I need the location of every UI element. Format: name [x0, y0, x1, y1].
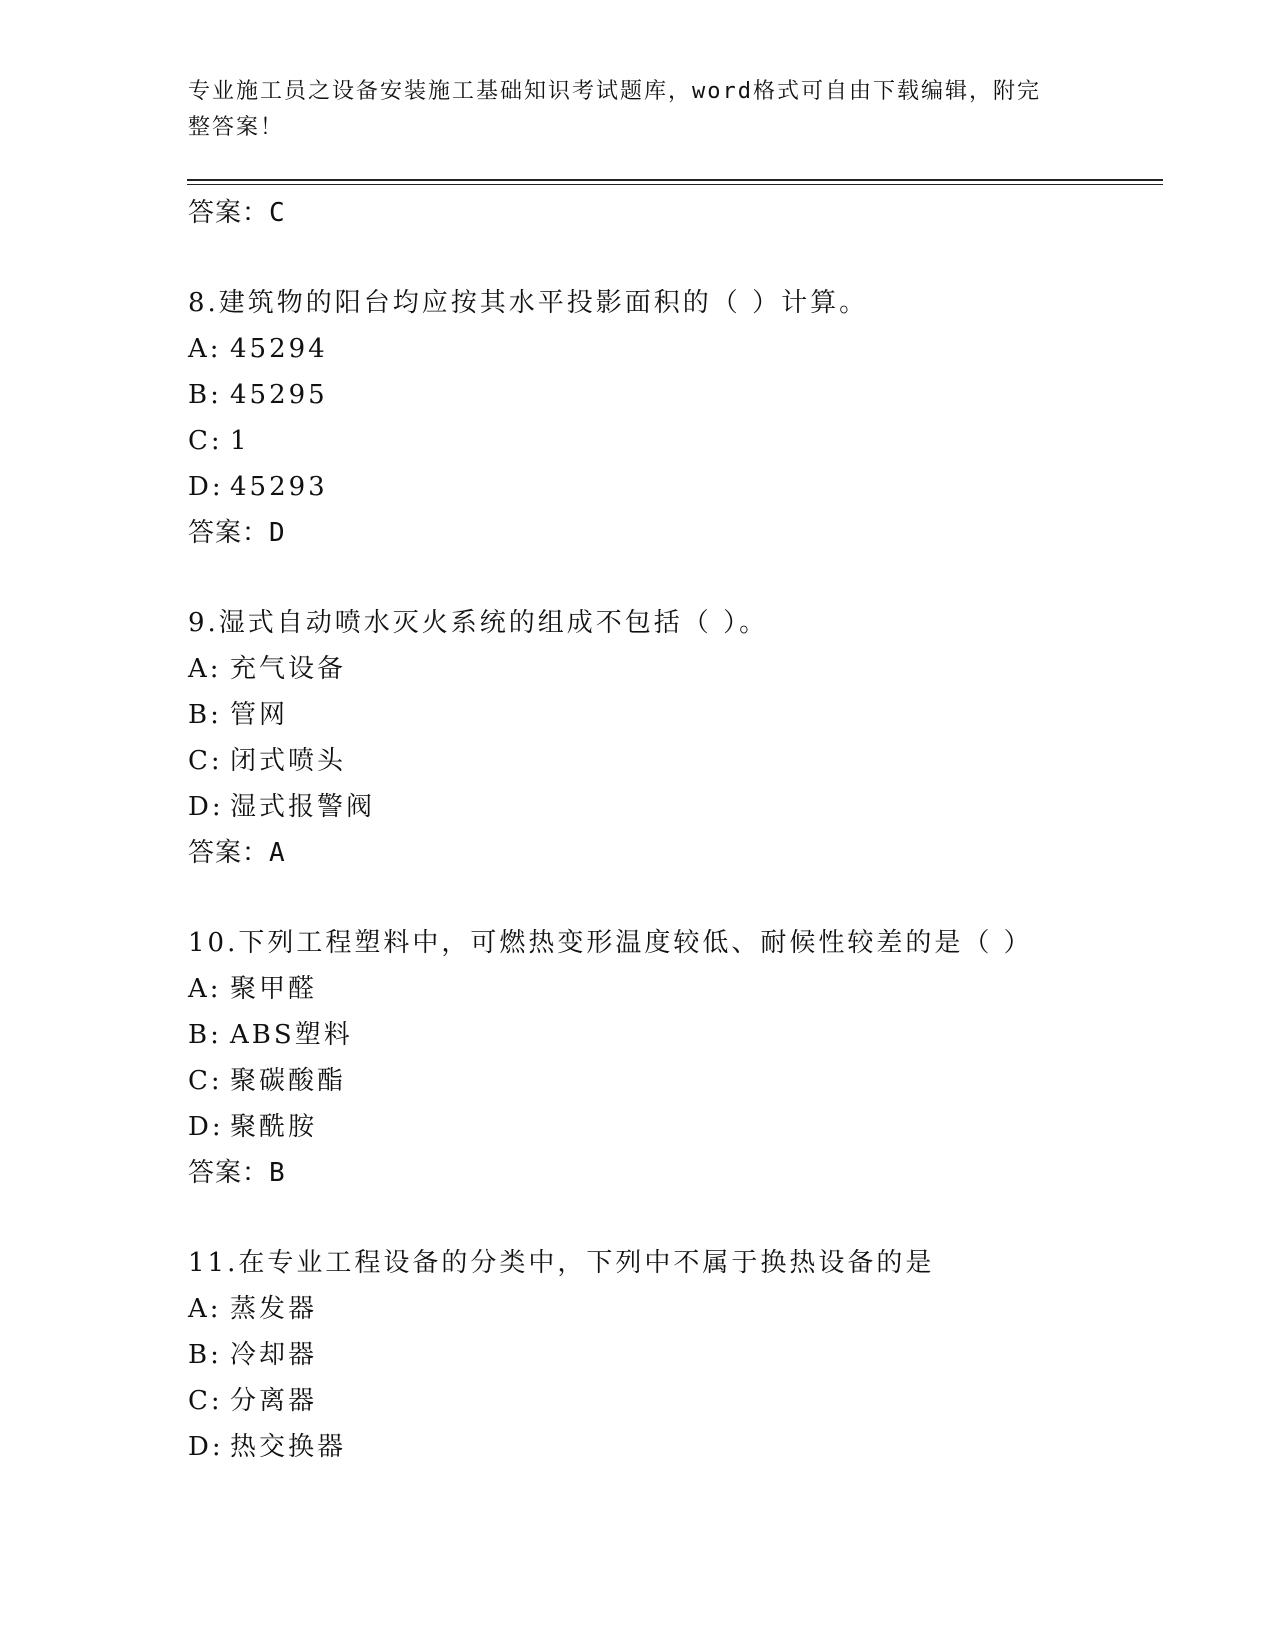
- option-key: A:: [188, 1294, 222, 1324]
- option-c: [188, 418, 1188, 464]
- option-key: B:: [188, 1020, 222, 1050]
- question-9: [188, 600, 1188, 876]
- option-a: [188, 966, 1188, 1012]
- question-10: [188, 920, 1188, 1196]
- option-text: 45293: [230, 472, 328, 502]
- option-b: [188, 692, 1188, 738]
- option-key: C:: [188, 1386, 223, 1416]
- option-a: [188, 646, 1188, 692]
- header-line-1: 专业施工员之设备安装施工基础知识考试题库，word格式可自由下载编辑，附完: [188, 79, 1041, 104]
- document-header: [188, 74, 1088, 146]
- option-text: 45294: [230, 334, 328, 364]
- question-stem: 11.在专业工程设备的分类中，下列中不属于换热设备的是: [188, 1248, 935, 1278]
- option-c: [188, 1058, 1188, 1104]
- option-a: [188, 1286, 1188, 1332]
- option-key: C:: [188, 746, 223, 776]
- option-key: B:: [188, 1340, 222, 1370]
- option-text: 45295: [230, 380, 328, 410]
- option-text: 1: [230, 426, 250, 456]
- option-d: [188, 1424, 1188, 1470]
- question-list: [188, 190, 1188, 1470]
- question-stem: 10.下列工程塑料中，可燃热变形温度较低、耐候性较差的是（ ）: [188, 928, 1033, 958]
- option-text: 聚碳酸酯: [230, 1066, 347, 1096]
- option-key: D:: [188, 472, 224, 502]
- option-key: A:: [188, 334, 222, 364]
- option-text: 管网: [230, 700, 289, 730]
- option-key: C:: [188, 1066, 223, 1096]
- option-text: 蒸发器: [230, 1294, 318, 1324]
- option-c: [188, 738, 1188, 784]
- option-text: 充气设备: [230, 654, 347, 684]
- answer-line: 答案：C: [188, 198, 286, 228]
- answer-line: 答案：B: [188, 1158, 286, 1188]
- option-d: [188, 464, 1188, 510]
- question-stem: 9.湿式自动喷水灭火系统的组成不包括（ ）。: [188, 608, 769, 638]
- option-key: D:: [188, 792, 224, 822]
- option-text: 湿式报警阀: [230, 792, 376, 822]
- option-text: 闭式喷头: [230, 746, 347, 776]
- option-text: ABS塑料: [230, 1020, 353, 1050]
- option-a: [188, 326, 1188, 372]
- answer-line: 答案：D: [188, 518, 286, 548]
- option-key: A:: [188, 654, 222, 684]
- header-line-2: 整答案！: [188, 115, 285, 140]
- header-divider-thick: [187, 179, 1163, 181]
- option-text: 聚甲醛: [230, 974, 318, 1004]
- option-key: C:: [188, 426, 223, 456]
- option-c: [188, 1378, 1188, 1424]
- option-key: B:: [188, 380, 222, 410]
- question-8: [188, 280, 1188, 556]
- option-b: [188, 1012, 1188, 1058]
- option-text: 分离器: [230, 1386, 318, 1416]
- option-key: B:: [188, 700, 222, 730]
- option-key: D:: [188, 1112, 224, 1142]
- option-d: [188, 1104, 1188, 1150]
- option-key: D:: [188, 1432, 224, 1462]
- option-b: [188, 1332, 1188, 1378]
- option-text: 冷却器: [230, 1340, 318, 1370]
- question-stem: 8.建筑物的阳台均应按其水平投影面积的（ ）计算。: [188, 288, 869, 318]
- option-b: [188, 372, 1188, 418]
- question-11: [188, 1240, 1188, 1470]
- option-key: A:: [188, 974, 222, 1004]
- option-d: [188, 784, 1188, 830]
- option-text: 聚酰胺: [230, 1112, 318, 1142]
- option-text: 热交换器: [230, 1432, 347, 1462]
- answer-line: 答案：A: [188, 838, 286, 868]
- header-divider-thin: [187, 184, 1163, 185]
